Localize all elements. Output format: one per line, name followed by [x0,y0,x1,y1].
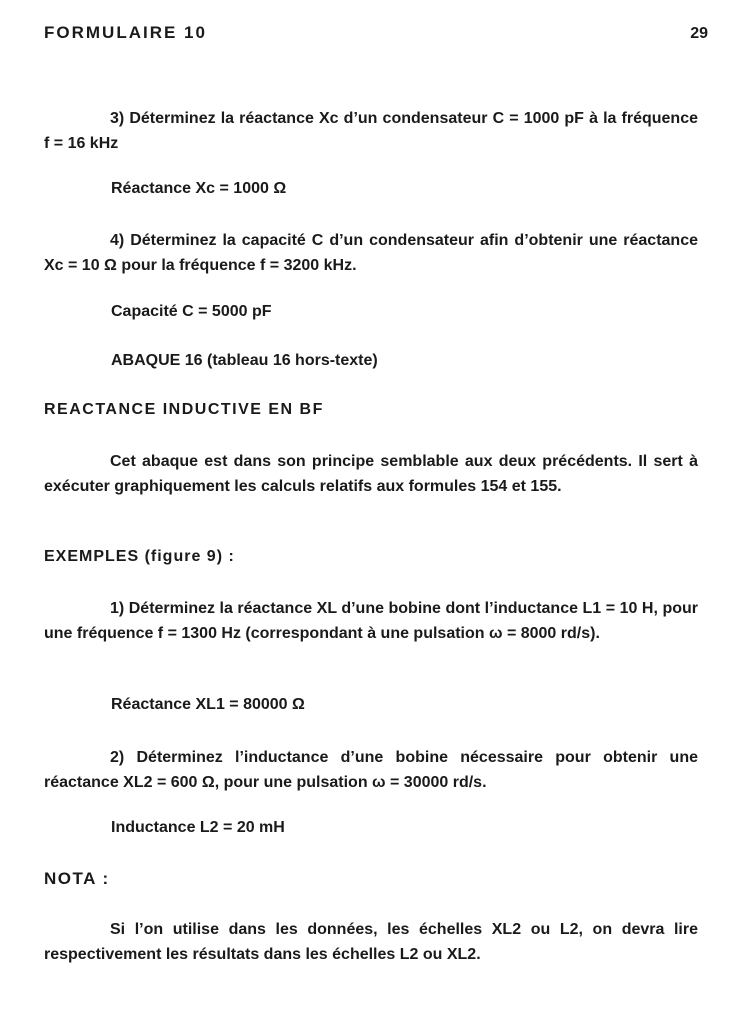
example-1-result: Réactance XL1 = 80000 Ω [111,696,305,713]
example-2-question: 2) Déterminez l’inductance d’une bobine nécessaire pour obtenir une réactance XL2 = 600 Ω, pour une pulsation ω = 30000 rd/s. [44,749,698,791]
nota-heading: NOTA : [44,869,110,888]
section-heading: REACTANCE INDUCTIVE EN BF [44,401,324,418]
abaque-reference: ABAQUE 16 (tableau 16 hors-texte) [111,352,378,369]
nota-paragraph: Si l’on utilise dans les données, les échelles XL2 ou L2, on devra lire respectivement les résultats dans les échelles L2 ou XL2. [44,921,698,963]
example-1-question: 1) Déterminez la réactance XL d’une bobine dont l’inductance L1 = 10 H, pour une fréquence f = 1300 Hz (correspondant à une pulsation ω = 8000 rd/s). [44,600,698,642]
running-header: FORMULAIRE 10 [44,23,207,42]
example-2-result: Inductance L2 = 20 mH [111,819,285,836]
item-3-result: Réactance Xc = 1000 Ω [111,180,287,197]
item-4-question: 4) Déterminez la capacité C d’un condensateur afin d’obtenir une réactance Xc = 10 Ω pour la fréquence f = 3200 kHz. [44,232,698,274]
page-number: 29 [690,25,708,42]
examples-heading: EXEMPLES (figure 9) : [44,548,235,565]
item-3-question: 3) Déterminez la réactance Xc d’un condensateur C = 1000 pF à la fréquence f = 16 kHz [44,110,698,152]
intro-paragraph: Cet abaque est dans son principe semblable aux deux précédents. Il sert à exécuter graphiquement les calculs relatifs aux formules 154 et 155. [44,453,698,495]
item-4-result: Capacité C = 5000 pF [111,303,272,320]
